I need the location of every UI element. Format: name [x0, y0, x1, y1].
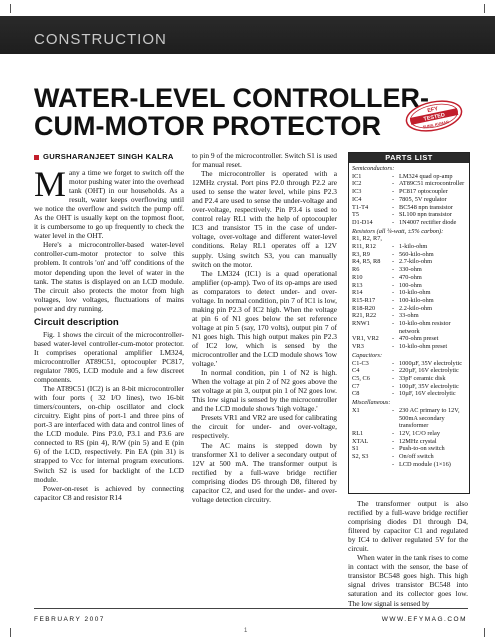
parts-row [352, 360, 466, 368]
paragraph: The transformer output is also rectified by a full-wave bridge rectifier comprising diodes D1 through D4, filtered by capacitor C1 and regulated by IC4 to deliver regulated 5V for the circuit. [348, 499, 468, 554]
paragraph: Power-on-reset is achieved by connecting capacitor C8 and resistor R14 [34, 483, 184, 502]
parts-row [352, 445, 466, 453]
part-description: LM324 quad op-amp [399, 172, 453, 180]
footer-rule [34, 608, 468, 609]
stamp-line-1: EFY [426, 106, 439, 115]
part-ref: R1, R2, R7, [352, 235, 382, 243]
part-separator: - [392, 188, 395, 196]
parts-row [352, 383, 466, 391]
parts-row [352, 274, 466, 282]
paragraph: When water in the tank rises to come in contact with the sensor, the base of transistor BC548 goes high. This high signal drives transistor BC548 into saturation and its collector goes low. The low signal is sensed by [348, 553, 468, 608]
crop-mark [484, 4, 485, 13]
part-ref: T5 [352, 211, 359, 219]
part-separator: - [392, 296, 395, 304]
part-ref: R4, R5, R8 [352, 258, 381, 266]
part-separator: - [392, 203, 395, 211]
paragraph: Fig. 1 shows the circuit of the microcontroller-based water-level controller-cum-motor protector. It comprises operational amplifier LM324, microcontroller AT89C51, optocoupler PC817, regulator 7805, LCD module and a few discreet components. [34, 329, 184, 385]
part-description: 470-ohm preset [399, 335, 439, 343]
part-description: 2.7-kilo-ohm [399, 258, 433, 266]
parts-group-heading: Miscellaneous: [352, 399, 391, 407]
headline-line-1: WATER-LEVEL CONTROLLER- [34, 83, 429, 113]
parts-row [352, 258, 466, 266]
part-description: 12V, 1C/O relay [399, 429, 440, 437]
parts-group-heading: Capacitors: [352, 351, 383, 359]
part-description: 330-ohm [399, 266, 422, 274]
drop-cap: M [34, 164, 67, 204]
bullet-square-icon [34, 155, 39, 160]
part-ref: R6 [352, 266, 360, 274]
parts-row [352, 204, 466, 212]
parts-list-body [349, 163, 469, 469]
part-separator: - [392, 266, 395, 274]
part-description: 560-kilo-ohm [399, 250, 434, 258]
paragraph: Here's a microcontroller-based water-level controller-cum-motor protector to solve this problem. It controls 'on' and 'off' conditions of the motor depending upon the level of water in the tank. The status is displayed on an LCD module. The circuit also protects the motor from high voltages, low voltages, fluctuations of mains power and dry running. [34, 240, 184, 313]
parts-row [352, 453, 466, 461]
part-description: On/off switch [399, 453, 434, 461]
part-separator: - [392, 335, 395, 343]
column-3 [348, 499, 468, 608]
column-1 [34, 164, 184, 502]
parts-group-heading: Resistors (all ¼-watt, ±5% carbon): [352, 227, 444, 235]
part-ref: C8 [352, 390, 360, 398]
part-ref: IC2 [352, 180, 362, 188]
part-separator: - [392, 218, 395, 226]
part-ref [352, 461, 392, 469]
part-separator: - [392, 429, 395, 437]
parts-row [352, 305, 466, 313]
part-description: 10-kilo-ohm resistor network [399, 320, 451, 335]
paragraph: In normal condition, pin 1 of N2 is high. When the voltage at pin 2 of N2 goes above the set voltage at pin 3, output pin 1 of N2 goes low. This low signal is sensed by the microcontroller and the LCD module shows 'high voltage.' [192, 368, 337, 414]
part-ref: IC4 [352, 195, 362, 203]
part-ref: R10 [352, 273, 363, 281]
page-number: 1 [244, 628, 248, 634]
part-description: PC817 optocoupler [399, 188, 448, 196]
crop-mark [10, 628, 11, 637]
part-description: SL100 npn transistor [399, 211, 452, 219]
part-ref: T1-T4 [352, 203, 369, 211]
part-separator: - [392, 180, 395, 188]
paragraph: The AT89C51 (IC2) is an 8-bit microcontroller with four ports ( 32 I/O lines), two 16-bit timers/counters, on-chip oscillator and clock circuitry. Eight pins of port-1 and three pins of port-3 are interfaced with data and control lines of the LCD module. Pins P3.0, P3.1 and P3.6 are connected to RS (pin 4), R/W (pin 5) and E (pin 6) of the LCD, respectively. Pin EA (pin 31) is strapped to Vcc for internal program executions. Switch S2 is used for backlight of the LCD module. [34, 384, 184, 484]
part-description: 100µF, 35V electrolytic [399, 382, 459, 390]
part-description: Push-to-on switch [399, 445, 445, 453]
part-description: LCD module (1×16) [399, 460, 451, 468]
part-description: AT89C51 microcontroller [399, 180, 465, 188]
paragraph: Presets VR1 and VR2 are used for calibrating the circuit for under- and over-voltage, respectively. [192, 413, 337, 441]
part-description: 10µF, 16V electrolytic [399, 390, 456, 398]
part-separator: - [392, 374, 395, 382]
part-description: 100-kilo-ohm [399, 296, 434, 304]
part-description: 10-kilo-ohm preset [399, 343, 448, 351]
paragraph: The LM324 (IC1) is a quad operational amplifier (op-amp). Two of its op-amps are used as comparators to detect under- and over-voltage. In normal condition, pin 7 of IC1 is low, making pin P2.3 of IC2 high. When the voltage at pin 6 of N1 goes below the set reference voltage at pin 5 (say, 170 volts), output pin 7 of N1 goes high. This high output makes pin P2.3 of IC2 low, which is sensed by the microcontroller and the LCD module shows 'low voltage.' [192, 268, 337, 369]
parts-row [352, 438, 466, 446]
part-ref: R21, R22 [352, 312, 377, 320]
parts-row [352, 180, 466, 188]
part-description: 33pF ceramic disk [399, 374, 446, 382]
part-description: 470-ohm [399, 273, 422, 281]
section-title: CONSTRUCTION [34, 31, 167, 48]
part-separator: - [392, 273, 395, 281]
part-separator: - [392, 359, 395, 367]
part-separator: - [392, 195, 395, 203]
parts-row [352, 335, 466, 343]
part-description: 2.2-kilo-ohm [399, 304, 433, 312]
part-separator: - [392, 382, 395, 390]
part-ref: R14 [352, 289, 363, 297]
part-ref: R18-R20 [352, 304, 376, 312]
paragraph: Many a time we forget to switch off the motor pushing water into the overhead tank (OHT) in our households. As a result, water keeps overflowing until we notice the overflow and switch the pump off. As the OHT is usually kept on the topmost floor, it is cumbersome to go up frequently to check the water level in the OHT. [34, 164, 184, 241]
part-description: 12MHz crystal [399, 437, 437, 445]
parts-row [352, 320, 466, 335]
part-separator: - [392, 289, 395, 297]
part-description: 220µF, 16V electrolytic [399, 367, 459, 375]
part-ref: VR1, VR2 [352, 335, 379, 343]
part-ref: R15-R17 [352, 296, 376, 304]
part-description: 7805, 5V regulator [399, 195, 447, 203]
parts-row [352, 375, 466, 383]
part-separator: - [392, 437, 395, 445]
part-ref: X1 [352, 406, 360, 414]
part-separator: - [392, 172, 395, 180]
part-ref: IC1 [352, 172, 362, 180]
part-ref: R13 [352, 281, 363, 289]
part-ref: D1-D14 [352, 218, 373, 226]
part-description [399, 235, 466, 243]
part-ref: S1 [352, 445, 359, 453]
parts-row [352, 282, 466, 290]
subheading: Circuit description [34, 316, 119, 328]
part-description: 100-ohm [399, 281, 422, 289]
paragraph: The microcontroller is operated with a 12MHz crystal. Port pins P2.0 through P2.2 are used to sense the water level, while pins P2.3 and P2.4 are used to sense the under-voltage and over-voltage, respectively. Pin P3.4 is used to control relay RL1 with the help of optocoupler IC3 and transistor T5 in the case of under-voltage, over-voltage and different water-level conditions. Relay RL1 operates off a 12V supply. Using switch S3, you can manually switch on the motor. [192, 169, 337, 269]
part-ref: C1-C3 [352, 359, 369, 367]
part-separator [392, 235, 399, 243]
part-ref: XTAL [352, 437, 369, 445]
part-separator: - [392, 406, 395, 414]
column-2 [192, 151, 337, 504]
parts-row [352, 461, 466, 469]
part-ref: C5, C6 [352, 374, 370, 382]
part-separator: - [392, 460, 395, 468]
part-ref: R11, R12 [352, 243, 376, 251]
parts-row [352, 289, 466, 297]
part-separator: - [392, 445, 395, 453]
parts-row [352, 219, 466, 227]
parts-row [352, 312, 466, 320]
paragraph: to pin 9 of the microcontroller. Switch S1 is used for manual reset. [192, 151, 337, 170]
part-description: 1N4007 rectifier diode [399, 218, 457, 226]
part-separator: - [392, 243, 395, 251]
stamp-sub: SUNIL KUMAR [422, 120, 450, 130]
part-description: 10-kilo-ohm [399, 289, 431, 297]
part-separator: - [392, 281, 395, 289]
stamp-line-2: TESTED [423, 112, 446, 123]
part-separator: - [392, 258, 395, 266]
crop-mark [10, 4, 11, 13]
part-separator: - [392, 304, 395, 312]
part-ref: C7 [352, 382, 360, 390]
part-description: BC548 npn transistor [399, 203, 453, 211]
part-ref: RL1 [352, 429, 364, 437]
parts-row [352, 297, 466, 305]
parts-row [352, 188, 466, 196]
part-separator: - [392, 312, 395, 320]
part-description: 33-ohm [399, 312, 419, 320]
parts-list-box [348, 152, 470, 494]
parts-row [352, 367, 466, 375]
crop-mark [484, 628, 485, 637]
footer-website: WWW.EFYMAG.COM [381, 616, 467, 623]
part-description: 230 AC primary to 12V, 500mA secondary transformer [399, 406, 460, 430]
parts-row [352, 173, 466, 181]
parts-row [352, 407, 466, 430]
part-ref: IC3 [352, 188, 362, 196]
parts-row [352, 251, 466, 259]
footer-date: FEBRUARY 2007 [34, 616, 105, 623]
parts-group-heading: Semiconductors: [352, 165, 395, 172]
parts-row [352, 211, 466, 219]
parts-row [352, 196, 466, 204]
part-separator: - [392, 320, 395, 328]
part-description: 1000µF, 35V electrolytic [399, 359, 462, 367]
byline [34, 152, 174, 161]
part-separator: - [392, 367, 395, 375]
part-separator: - [392, 390, 395, 398]
part-ref: S2, S3 [352, 453, 369, 461]
author-name: GURSHARANJEET SINGH KALRA [43, 152, 174, 161]
parts-row [352, 430, 466, 438]
parts-row [352, 390, 466, 398]
paragraph: The AC mains is stepped down by transformer X1 to deliver a secondary output of 12V at 500 mA. The transformer output is rectified by a full-wave bridge rectifier comprising diodes D5 through D8, filtered by capacitor C2, and used for the under- and over-voltage detection circuitry. [192, 440, 337, 504]
part-separator: - [392, 453, 395, 461]
part-ref: VR3 [352, 343, 364, 351]
part-separator: - [392, 250, 395, 258]
parts-list-title: PARTS LIST [349, 153, 469, 163]
parts-row [352, 243, 466, 251]
parts-row [352, 343, 466, 351]
parts-row [352, 235, 466, 243]
article-headline [34, 84, 434, 140]
part-separator: - [392, 343, 395, 351]
part-description: 1-kilo-ohm [399, 243, 428, 251]
part-ref: RNW1 [352, 320, 370, 328]
part-ref: C4 [352, 367, 360, 375]
headline-line-2: CUM-MOTOR PROTECTOR [34, 111, 381, 141]
part-separator: - [392, 211, 395, 219]
part-ref: R3, R9 [352, 250, 370, 258]
parts-row [352, 266, 466, 274]
